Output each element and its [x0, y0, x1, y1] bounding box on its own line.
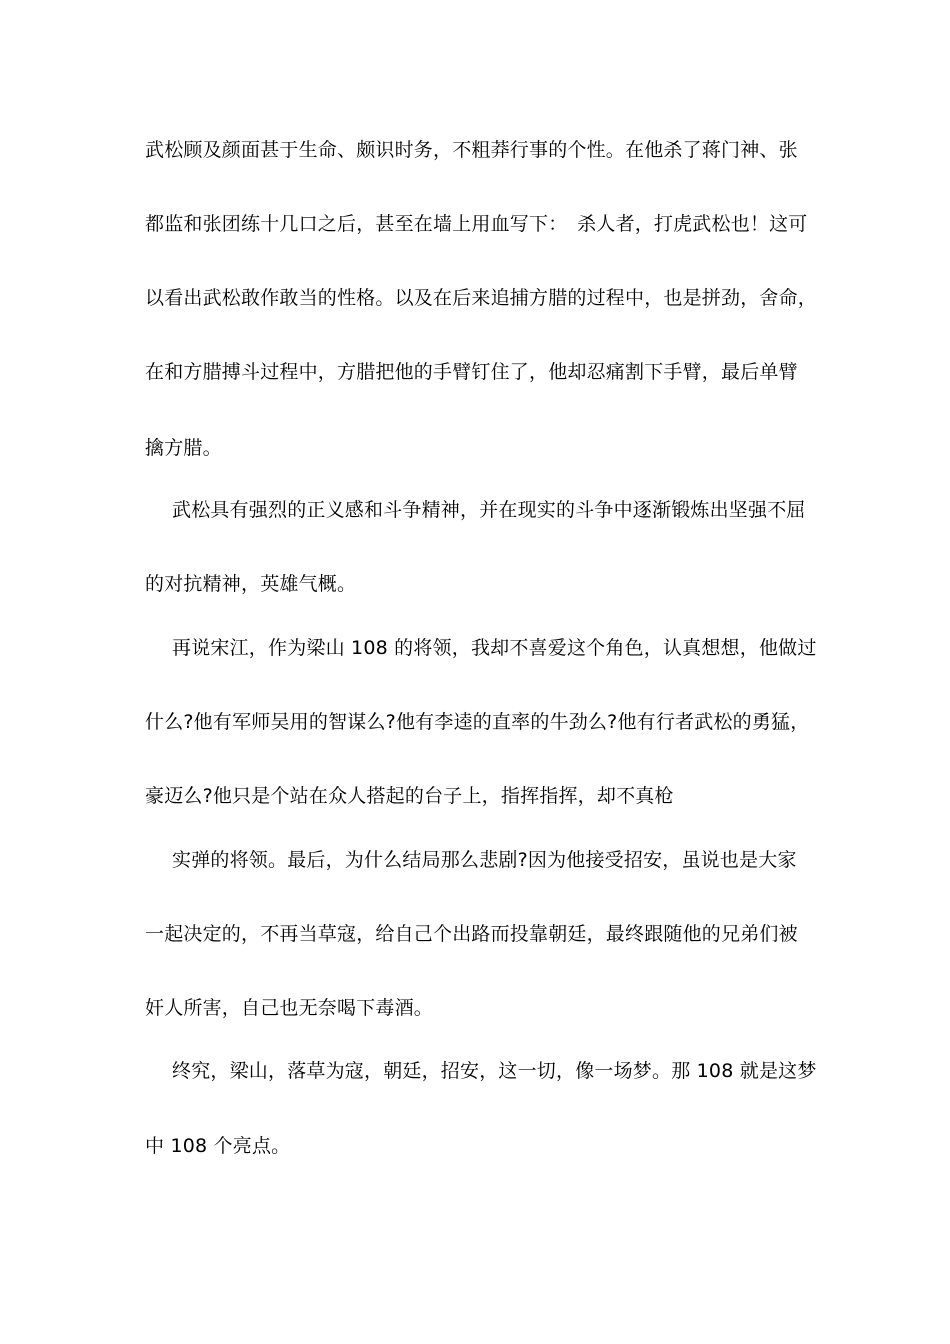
paragraph-first-line: 终究，梁山，落草为寇，朝廷，招安，这一切，像一场梦。那 108 就是这梦 — [172, 1060, 817, 1082]
text-line: 的对抗精神，英雄气概。 — [145, 573, 357, 595]
text-line: 豪迈么?他只是个站在众人搭起的台子上，指挥指挥，却不真枪 — [145, 785, 674, 807]
text-line: 中 108 个亮点。 — [145, 1135, 291, 1157]
text-line: 在和方腊搏斗过程中，方腊把他的手臂钉住了，他却忍痛割下手臂，最后单臂 — [145, 361, 798, 383]
text-line: 武松顾及颜面甚于生命、颇识时务，不粗莽行事的个性。在他杀了蒋门神、张 — [145, 139, 798, 161]
text-line: 奸人所害，自己也无奈喝下毒酒。 — [145, 997, 434, 1019]
text-line: 什么?他有军师吴用的智谋么?他有李逵的直率的牛劲么?他有行者武松的勇猛， — [145, 711, 810, 733]
paragraph-first-line: 实弹的将领。最后，为什么结局那么悲剧?因为他接受招安，虽说也是大家 — [172, 849, 797, 871]
text-line: 擒方腊。 — [145, 437, 222, 459]
paragraph-first-line: 武松具有强烈的正义感和斗争精神，并在现实的斗争中逐渐锻炼出坚强不屈 — [172, 499, 806, 521]
text-line: 都监和张团练十几口之后，甚至在墙上用血写下： 杀人者，打虎武松也！这可 — [145, 213, 808, 235]
text-line: 一起决定的，不再当草寇，给自己个出路而投靠朝廷，最终跟随他的兄弟们被 — [145, 923, 798, 945]
paragraph-first-line: 再说宋江，作为梁山 108 的将领，我却不喜爱这个角色，认真想想，他做过 — [172, 637, 817, 659]
text-line: 以看出武松敢作敢当的性格。以及在后来追捕方腊的过程中，也是拼劲，舍命， — [145, 287, 818, 309]
